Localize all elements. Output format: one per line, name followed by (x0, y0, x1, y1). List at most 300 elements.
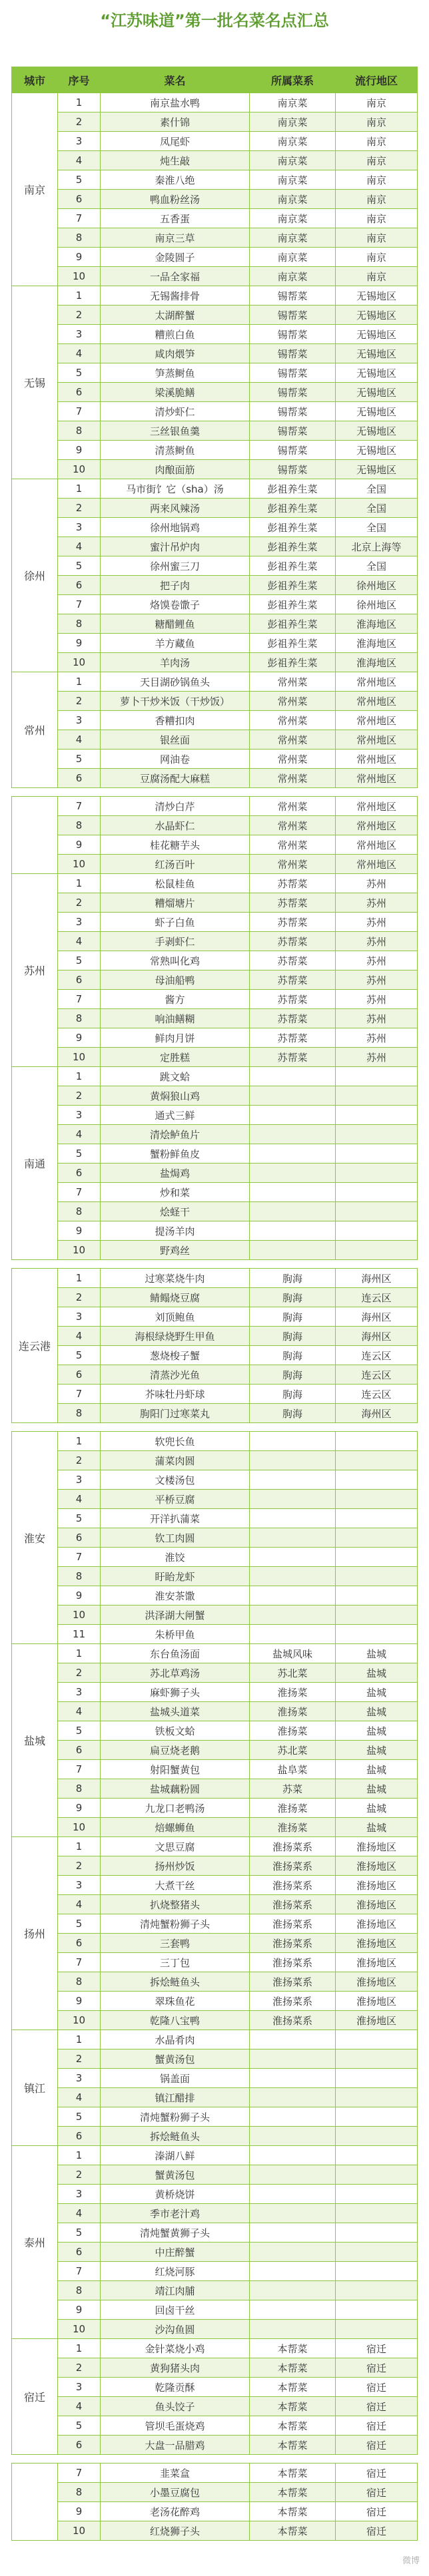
serial-cell: 2 (58, 112, 100, 131)
serial-cell: 8 (58, 1202, 100, 1221)
city-cell: 徐州 (12, 479, 57, 672)
region-cell: 连云区 (336, 1346, 417, 1365)
region-cell (336, 1106, 417, 1124)
cuisine-cell: 彭祖养生菜 (250, 634, 335, 652)
serial-cell: 10 (58, 460, 100, 479)
cuisine-cell: 苏北菜 (250, 1663, 335, 1682)
dish-name-cell: 蜜汁吊炉肉 (101, 537, 249, 556)
region-cell: 南京 (336, 170, 417, 189)
dish-name-cell: 清蒸鲥鱼 (101, 441, 249, 459)
dish-name-cell: 盐城藕粉圆 (101, 1779, 249, 1798)
dish-name-cell: 烩蛏干 (101, 1202, 249, 1221)
dish-name-cell: 朐阳门过寒菜丸 (101, 1404, 249, 1422)
cuisine-cell: 南京菜 (250, 248, 335, 266)
dish-name-cell: 马市街饣它（sha）汤 (101, 479, 249, 498)
cuisine-cell: 淮扬菜 (250, 1683, 335, 1701)
cuisine-cell: 彭祖养生菜 (250, 518, 335, 537)
dish-name-cell: 拆烩鲢鱼头 (101, 2127, 249, 2145)
dish-name-cell: 东台鱼汤面 (101, 1644, 249, 1663)
serial-cell: 7 (58, 797, 100, 815)
dish-name-cell: 虾子白鱼 (101, 913, 249, 931)
dish-name-cell: 铁板文蛤 (101, 1721, 249, 1740)
region-cell: 全国 (336, 518, 417, 537)
serial-cell: 1 (58, 479, 100, 498)
serial-cell: 3 (58, 1683, 100, 1701)
dish-name-cell: 肉酿面筋 (101, 460, 249, 479)
serial-cell: 3 (58, 1307, 100, 1326)
serial-cell: 7 (58, 990, 100, 1008)
serial-cell: 7 (58, 1385, 100, 1403)
cuisine-cell: 朐海 (250, 1346, 335, 1365)
region-cell: 南京 (336, 151, 417, 170)
cuisine-cell: 常州菜 (250, 750, 335, 768)
cuisine-cell (250, 1067, 335, 1086)
cuisine-cell: 南京菜 (250, 190, 335, 208)
region-cell: 盐城 (336, 1760, 417, 1779)
serial-cell: 5 (58, 1914, 100, 1933)
cuisine-cell: 淮扬菜 (250, 1721, 335, 1740)
dish-name-cell: 清炖蟹黄狮子头 (101, 2223, 249, 2242)
cuisine-cell (250, 1509, 335, 1528)
region-cell: 宿迁 (336, 2339, 417, 2358)
dish-name-cell: 大盘一品腊鸡 (101, 2436, 249, 2454)
cuisine-cell: 常州菜 (250, 711, 335, 730)
dish-name-cell: 金陵圆子 (101, 248, 249, 266)
region-cell: 淮海地区 (336, 653, 417, 672)
dish-name-cell: 羊方藏鱼 (101, 634, 249, 652)
serial-cell: 10 (58, 1818, 100, 1836)
city-cell: 常州 (12, 672, 57, 787)
region-cell: 无锡地区 (336, 441, 417, 459)
serial-cell: 5 (58, 2416, 100, 2435)
region-cell (336, 2146, 417, 2165)
region-cell: 淮扬地区 (336, 1914, 417, 1933)
cuisine-cell (250, 2049, 335, 2068)
region-cell (336, 1606, 417, 1624)
dish-name-cell: 大煮干丝 (101, 1876, 249, 1894)
region-cell: 徐州地区 (336, 576, 417, 594)
cuisine-cell (250, 1625, 335, 1643)
cuisine-cell: 南京菜 (250, 151, 335, 170)
region-cell (336, 2049, 417, 2068)
serial-cell: 9 (58, 2502, 100, 2521)
serial-cell: 9 (58, 1992, 100, 2010)
cuisine-cell (250, 1451, 335, 1470)
dish-name-cell: 盱眙龙虾 (101, 1567, 249, 1586)
serial-cell: 6 (58, 383, 100, 401)
cuisine-cell (250, 1432, 335, 1450)
cuisine-cell: 常州菜 (250, 730, 335, 749)
cuisine-cell (250, 1586, 335, 1605)
dish-name-cell: 锅盖面 (101, 2069, 249, 2087)
dish-name-cell: 中庄醉蟹 (101, 2243, 249, 2261)
dish-name-cell: 黄狗猪头肉 (101, 2358, 249, 2377)
dish-name-cell: 桂花糖芋头 (101, 835, 249, 854)
serial-cell: 1 (58, 1269, 100, 1287)
city-cell: 盐城 (12, 1644, 57, 1836)
region-cell (336, 1548, 417, 1566)
dish-name-cell: 黄焖狼山鸡 (101, 1086, 249, 1105)
serial-cell: 6 (58, 769, 100, 787)
region-cell: 苏州 (336, 932, 417, 951)
region-cell (336, 1528, 417, 1547)
dish-name-cell: 清烩鲈鱼片 (101, 1125, 249, 1144)
dish-name-cell: 红烧河豚 (101, 2262, 249, 2280)
dish-name-cell: 手剥虾仁 (101, 932, 249, 951)
serial-cell: 2 (58, 893, 100, 912)
dish-name-cell: 蒲菜肉圆 (101, 1451, 249, 1470)
serial-cell: 4 (58, 2204, 100, 2223)
region-cell (336, 2262, 417, 2280)
cuisine-cell: 锡帮菜 (250, 421, 335, 440)
cuisine-cell: 苏菜 (250, 1779, 335, 1798)
region-cell (336, 1470, 417, 1489)
region-cell: 常州地区 (336, 672, 417, 691)
region-cell: 徐州地区 (336, 595, 417, 614)
serial-cell: 5 (58, 2107, 100, 2126)
serial-cell: 9 (58, 441, 100, 459)
serial-cell: 3 (58, 325, 100, 343)
dish-name-cell: 咸肉煨笋 (101, 344, 249, 363)
cuisine-cell (250, 2300, 335, 2319)
dish-name-cell: 银丝面 (101, 730, 249, 749)
serial-cell: 5 (58, 750, 100, 768)
region-cell (336, 1202, 417, 1221)
serial-cell: 4 (58, 537, 100, 556)
region-cell: 宿迁 (336, 2502, 417, 2521)
serial-cell: 7 (58, 1953, 100, 1972)
region-cell (336, 2088, 417, 2107)
serial-cell: 4 (58, 932, 100, 951)
region-cell (336, 1451, 417, 1470)
cuisine-cell (250, 2165, 335, 2184)
table-block (11, 1268, 418, 1423)
region-cell: 苏州 (336, 990, 417, 1008)
cuisine-cell (250, 1106, 335, 1124)
cuisine-cell: 本帮菜 (250, 2358, 335, 2377)
region-cell: 无锡地区 (336, 421, 417, 440)
cuisine-cell (250, 1606, 335, 1624)
region-cell: 苏州 (336, 1009, 417, 1028)
cuisine-cell: 本帮菜 (250, 2378, 335, 2396)
region-cell (336, 1586, 417, 1605)
serial-cell: 5 (58, 363, 100, 382)
cuisine-cell: 锡帮菜 (250, 325, 335, 343)
cuisine-cell: 本帮菜 (250, 2339, 335, 2358)
region-cell: 宿迁 (336, 2416, 417, 2435)
serial-cell: 8 (58, 816, 100, 835)
serial-cell: 9 (58, 1221, 100, 1240)
serial-cell: 6 (58, 2243, 100, 2261)
region-cell: 盐城 (336, 1799, 417, 1817)
serial-cell: 4 (58, 151, 100, 170)
cuisine-cell: 淮扬菜系 (250, 1934, 335, 1952)
serial-cell: 5 (58, 170, 100, 189)
serial-cell: 3 (58, 518, 100, 537)
serial-cell: 11 (58, 1625, 100, 1643)
cuisine-cell: 苏帮菜 (250, 913, 335, 931)
city-cell: 泰州 (12, 2146, 57, 2338)
table-block (11, 67, 418, 788)
serial-cell: 8 (58, 2483, 100, 2501)
region-cell: 无锡地区 (336, 460, 417, 479)
dish-name-cell: 无锡酱排骨 (101, 286, 249, 305)
header-cuisine: 所属菜系 (250, 67, 335, 93)
serial-cell: 2 (58, 1451, 100, 1470)
cuisine-cell: 常州菜 (250, 816, 335, 835)
region-cell (336, 2185, 417, 2203)
city-cell: 南京 (12, 93, 57, 286)
serial-cell: 3 (58, 1876, 100, 1894)
cuisine-cell (250, 2281, 335, 2300)
dish-name-cell: 三丝银鱼羹 (101, 421, 249, 440)
cuisine-cell (250, 1470, 335, 1489)
city-cell: 无锡 (12, 286, 57, 479)
dish-name-cell: 豆腐汤配大麻糕 (101, 769, 249, 787)
dish-name-cell: 洪泽湖大闸蟹 (101, 1606, 249, 1624)
region-cell: 连云区 (336, 1385, 417, 1403)
dish-name-cell: 两来风辣汤 (101, 499, 249, 517)
region-cell: 无锡地区 (336, 402, 417, 421)
dish-name-cell: 盐城头道菜 (101, 1702, 249, 1721)
dish-name-cell: 乾隆贡酥 (101, 2378, 249, 2396)
cuisine-cell: 锡帮菜 (250, 286, 335, 305)
cuisine-cell: 南京菜 (250, 267, 335, 286)
dish-name-cell: 文思豆腐 (101, 1837, 249, 1856)
cuisine-cell (250, 2146, 335, 2165)
region-cell: 无锡地区 (336, 325, 417, 343)
region-cell: 无锡地区 (336, 363, 417, 382)
serial-cell: 8 (58, 1779, 100, 1798)
serial-cell: 6 (58, 2436, 100, 2454)
cuisine-cell: 朐海 (250, 1307, 335, 1326)
region-cell: 苏州 (336, 893, 417, 912)
city-cell: 镇江 (12, 2030, 57, 2145)
dish-name-cell: 芥味牡丹虾球 (101, 1385, 249, 1403)
region-cell: 盐城 (336, 1644, 417, 1663)
dish-name-cell: 水晶肴肉 (101, 2030, 249, 2049)
dish-name-cell: 糖醋鲤鱼 (101, 614, 249, 633)
cuisine-cell: 彭祖养生菜 (250, 595, 335, 614)
cuisine-cell: 锡帮菜 (250, 344, 335, 363)
serial-cell: 4 (58, 1125, 100, 1144)
cuisine-cell: 彭祖养生菜 (250, 499, 335, 517)
dish-name-cell: 野鸡丝 (101, 1241, 249, 1259)
dish-name-cell: 钦工肉圆 (101, 1528, 249, 1547)
cuisine-cell (250, 1528, 335, 1547)
serial-cell: 4 (58, 2088, 100, 2107)
dish-name-cell: 提汤羊肉 (101, 1221, 249, 1240)
dish-name-cell: 糟煎白鱼 (101, 325, 249, 343)
cuisine-cell (250, 1567, 335, 1586)
region-cell: 海州区 (336, 1327, 417, 1345)
cuisine-cell: 常州菜 (250, 692, 335, 710)
region-cell (336, 2127, 417, 2145)
region-cell (336, 2107, 417, 2126)
cuisine-cell (250, 1183, 335, 1201)
cuisine-cell: 常州菜 (250, 797, 335, 815)
region-cell: 苏州 (336, 913, 417, 931)
dish-name-cell: 网油卷 (101, 750, 249, 768)
dish-name-cell: 三套鸭 (101, 1934, 249, 1952)
city-cell: 宿迁 (12, 2339, 57, 2454)
region-cell: 淮扬地区 (336, 1934, 417, 1952)
region-cell: 宿迁 (336, 2483, 417, 2501)
header-serial: 序号 (58, 67, 100, 93)
cuisine-cell: 盐阜菜 (250, 1760, 335, 1779)
region-cell: 南京 (336, 190, 417, 208)
region-cell: 海州区 (336, 1404, 417, 1422)
cuisine-cell: 本帮菜 (250, 2502, 335, 2521)
dish-name-cell: 母油船鸭 (101, 970, 249, 989)
region-cell: 宿迁 (336, 2521, 417, 2540)
dish-name-cell: 镇江醋排 (101, 2088, 249, 2107)
region-cell (336, 1144, 417, 1163)
region-cell: 宿迁 (336, 2358, 417, 2377)
serial-cell: 10 (58, 1048, 100, 1066)
dish-name-cell: 焙螺蛳鱼 (101, 1818, 249, 1836)
serial-cell: 4 (58, 1895, 100, 1914)
dish-name-cell: 清炖蟹粉狮子头 (101, 1914, 249, 1933)
serial-cell: 8 (58, 1972, 100, 1991)
region-cell: 南京 (336, 93, 417, 112)
dish-name-cell: 清炒白芹 (101, 797, 249, 815)
dish-name-cell: 定胜糕 (101, 1048, 249, 1066)
cuisine-cell: 朐海 (250, 1269, 335, 1287)
dish-name-cell: 金针菜烧小鸡 (101, 2339, 249, 2358)
region-cell: 南京 (336, 267, 417, 286)
cuisine-cell: 南京菜 (250, 209, 335, 228)
serial-cell: 7 (58, 595, 100, 614)
region-cell: 连云区 (336, 1288, 417, 1307)
region-cell: 盐城 (336, 1702, 417, 1721)
serial-cell: 6 (58, 1528, 100, 1547)
dish-name-cell: 太湖醉蟹 (101, 306, 249, 324)
serial-cell: 7 (58, 2262, 100, 2280)
serial-cell: 3 (58, 132, 100, 150)
header-dish-name: 菜名 (101, 67, 249, 93)
serial-cell: 1 (58, 874, 100, 893)
serial-cell: 10 (58, 1606, 100, 1624)
region-cell (336, 1086, 417, 1105)
serial-cell: 1 (58, 2030, 100, 2049)
cuisine-cell: 本帮菜 (250, 2464, 335, 2482)
dish-name-cell: 三丁包 (101, 1953, 249, 1972)
serial-cell: 9 (58, 248, 100, 266)
dish-name-cell: 香糟扣肉 (101, 711, 249, 730)
cuisine-cell: 淮扬菜系 (250, 2011, 335, 2030)
city-cell (12, 797, 57, 873)
cuisine-cell: 彭祖养生菜 (250, 576, 335, 594)
region-cell (336, 1567, 417, 1586)
dish-name-cell: 徐州地锅鸡 (101, 518, 249, 537)
cuisine-cell: 南京菜 (250, 170, 335, 189)
region-cell: 淮海地区 (336, 634, 417, 652)
dish-name-cell: 徐州蜜三刀 (101, 556, 249, 575)
serial-cell: 6 (58, 2127, 100, 2145)
cuisine-cell: 本帮菜 (250, 2397, 335, 2416)
dish-name-cell: 蟹黄汤包 (101, 2049, 249, 2068)
dish-name-cell: 扬州炒饭 (101, 1856, 249, 1875)
serial-cell: 4 (58, 1490, 100, 1508)
region-cell (336, 1164, 417, 1182)
serial-cell: 7 (58, 1760, 100, 1779)
cuisine-cell: 南京菜 (250, 228, 335, 247)
serial-cell: 5 (58, 556, 100, 575)
cuisine-cell: 本帮菜 (250, 2483, 335, 2501)
cuisine-cell: 朐海 (250, 1365, 335, 1384)
serial-cell: 8 (58, 614, 100, 633)
serial-cell: 6 (58, 1934, 100, 1952)
cuisine-cell (250, 2127, 335, 2145)
cuisine-cell (250, 2204, 335, 2223)
region-cell (336, 2300, 417, 2319)
city-cell: 苏州 (12, 874, 57, 1066)
serial-cell: 6 (58, 970, 100, 989)
city-cell (12, 2464, 57, 2540)
serial-cell: 10 (58, 267, 100, 286)
region-cell: 苏州 (336, 970, 417, 989)
serial-cell: 2 (58, 306, 100, 324)
dish-name-cell: 南京盐水鸭 (101, 93, 249, 112)
dish-name-cell: 鸭血粉丝汤 (101, 190, 249, 208)
serial-cell: 10 (58, 855, 100, 873)
region-cell (336, 2204, 417, 2223)
serial-cell: 3 (58, 2185, 100, 2203)
region-cell: 盐城 (336, 1779, 417, 1798)
dish-name-cell: 红烧狮子头 (101, 2521, 249, 2540)
region-cell: 苏州 (336, 874, 417, 893)
cuisine-cell: 常州菜 (250, 672, 335, 691)
cuisine-cell: 朐海 (250, 1385, 335, 1403)
region-cell: 淮扬地区 (336, 1876, 417, 1894)
serial-cell: 1 (58, 1837, 100, 1856)
region-cell: 宿迁 (336, 2378, 417, 2396)
region-cell: 淮扬地区 (336, 1837, 417, 1856)
region-cell: 盐城 (336, 1683, 417, 1701)
dish-name-cell: 翠珠鱼花 (101, 1992, 249, 2010)
cuisine-cell: 盐城风味 (250, 1644, 335, 1663)
region-cell: 宿迁 (336, 2397, 417, 2416)
serial-cell: 1 (58, 672, 100, 691)
dish-name-cell: 淮饺 (101, 1548, 249, 1566)
cuisine-cell: 淮扬菜系 (250, 1837, 335, 1856)
serial-cell: 2 (58, 2049, 100, 2068)
serial-cell: 8 (58, 1567, 100, 1586)
dish-name-cell: 清炖蟹粉狮子头 (101, 2107, 249, 2126)
cuisine-cell (250, 2185, 335, 2203)
dish-name-cell: 秦淮八绝 (101, 170, 249, 189)
cuisine-cell: 苏帮菜 (250, 932, 335, 951)
region-cell: 淮扬地区 (336, 1856, 417, 1875)
cuisine-cell (250, 1144, 335, 1163)
serial-cell: 1 (58, 1644, 100, 1663)
serial-cell: 6 (58, 1164, 100, 1182)
dish-name-cell: 松鼠桂鱼 (101, 874, 249, 893)
region-cell (336, 2281, 417, 2300)
region-cell: 海州区 (336, 1269, 417, 1287)
dish-name-cell: 开洋扒蒲菜 (101, 1509, 249, 1528)
serial-cell: 4 (58, 2397, 100, 2416)
region-cell (336, 1125, 417, 1144)
serial-cell: 4 (58, 730, 100, 749)
serial-cell: 7 (58, 1183, 100, 1201)
region-cell: 盐城 (336, 1741, 417, 1759)
cuisine-cell: 锡帮菜 (250, 402, 335, 421)
cuisine-cell: 锡帮菜 (250, 383, 335, 401)
dish-name-cell: 朱桥甲鱼 (101, 1625, 249, 1643)
dish-name-cell: 笋蒸鲥鱼 (101, 363, 249, 382)
